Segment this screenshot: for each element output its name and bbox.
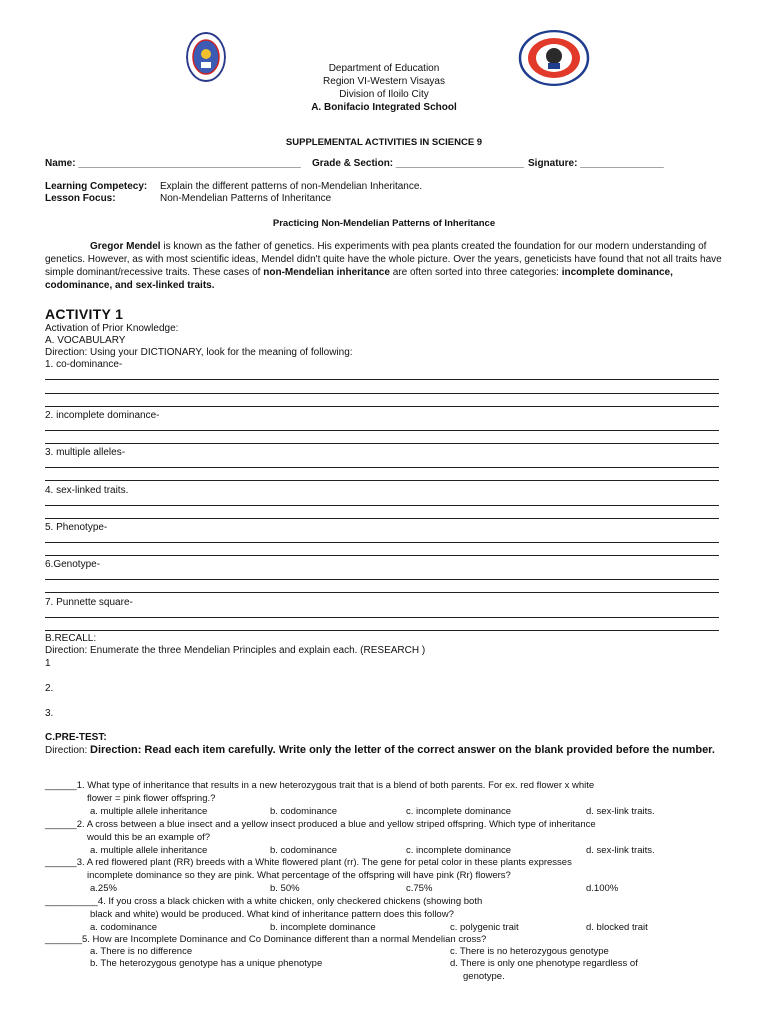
pretest-direction-bold: Direction: Read each item carefully. Write only the letter of the correct answer on the blank provided before the number.: [90, 744, 715, 756]
question-option: b. codominance: [270, 845, 338, 856]
question-4-text-cont: black and white) would be produced. What kind of inheritance pattern does this follow?: [90, 909, 454, 920]
question-option: a. codominance: [90, 922, 158, 933]
answer-line[interactable]: [45, 393, 719, 394]
question-3-text-cont: incomplete dominance so they are pink. What percentage of the offspring will have pink (Rr) flowers?: [87, 870, 511, 881]
vocab-item: 7. Punnette square-: [45, 597, 133, 608]
recall-direction: Direction: Enumerate the three Mendelian Principles and explain each. (RESEARCH ): [45, 645, 426, 656]
question-option: d.100%: [586, 883, 619, 894]
question-option: a. There is no difference: [90, 946, 193, 957]
name-field[interactable]: Name: ________________________________________: [45, 158, 301, 169]
header-region: Region VI-Western Visayas: [323, 76, 445, 87]
question-1-text-cont: flower = pink flower offspring.?: [87, 793, 216, 804]
question-option-cont: genotype.: [463, 971, 505, 982]
question-option: d. There is only one phenotype regardless of: [450, 958, 638, 969]
vocab-item: 1. co-dominance-: [45, 359, 123, 370]
question-2-text-cont: would this be an example of?: [87, 832, 211, 843]
vocab-item: 5. Phenotype-: [45, 522, 108, 533]
question-option: c. incomplete dominance: [406, 845, 512, 856]
answer-line[interactable]: [45, 406, 719, 407]
intro-paragraph: [45, 240, 725, 292]
question-option: b. codominance: [270, 806, 338, 817]
vocabulary-direction: Direction: Using your DICTIONARY, look for the meaning of following:: [45, 347, 353, 358]
activity-title: ACTIVITY 1: [45, 306, 124, 322]
answer-line[interactable]: [45, 480, 719, 481]
question-option: c. There is no heterozygous genotype: [450, 946, 609, 957]
answer-line[interactable]: [45, 555, 719, 556]
question-option: a.25%: [90, 883, 117, 894]
question-option: d. sex-link traits.: [586, 806, 655, 817]
question-option: c.75%: [406, 883, 433, 894]
header-division: Division of Iloilo City: [339, 89, 429, 100]
recall-title: B.RECALL:: [45, 633, 97, 644]
answer-line[interactable]: [45, 579, 719, 580]
competency-label: Learning Competecy:: [45, 181, 148, 192]
question-option: d. blocked trait: [586, 922, 648, 933]
answer-line[interactable]: [45, 542, 719, 543]
vocab-item: 2. incomplete dominance-: [45, 410, 160, 421]
pretest-direction-label: Direction:: [45, 745, 91, 756]
question-option: c. polygenic trait: [450, 922, 519, 933]
vocab-item: 3. multiple alleles-: [45, 447, 126, 458]
pretest-direction: [45, 743, 725, 758]
grade-section-field[interactable]: Grade & Section: _______________________: [312, 158, 524, 169]
recall-number: 1: [45, 658, 51, 669]
question-1-text: ______1. What type of inheritance that results in a new heterozygous trait that is a blend of both parents. For ex. red flower x white: [45, 780, 595, 791]
intro-bold-1: Gregor Mendel: [90, 241, 161, 252]
intro-bold-2: non-Mendelian inheritance: [263, 267, 390, 278]
vocab-item: 4. sex-linked traits.: [45, 485, 129, 496]
vocabulary-label: A. VOCABULARY: [45, 335, 126, 346]
answer-line[interactable]: [45, 443, 719, 444]
header-department: Department of Education: [328, 63, 440, 74]
question-option: b. 50%: [270, 883, 300, 894]
question-option: d. sex-link traits.: [586, 845, 655, 856]
recall-number: 3.: [45, 708, 54, 719]
question-option: a. multiple allele inheritance: [90, 845, 208, 856]
intro-bold-3: incomplete dominance, codominance, and sex-linked traits.: [45, 267, 673, 291]
intro-text-1: is known as the father of genetics. His experiments with pea plants created the foundation for our modern understanding of genetics. However, as with most scientific ideas, Mendel didn't quite have the whole picture. Over the years, geneticists have found that not all traits have simple dominant/recessive traits. These cases of: [45, 241, 722, 278]
answer-line[interactable]: [45, 430, 719, 431]
answer-line[interactable]: [45, 518, 719, 519]
subtitle: Practicing Non-Mendelian Patterns of Inheritance: [272, 218, 496, 229]
question-option: b. The heterozygous genotype has a unique phenotype: [90, 958, 323, 969]
signature-field[interactable]: Signature: _______________: [528, 158, 664, 169]
competency-value: Explain the different patterns of non-Mendelian Inheritance.: [160, 181, 423, 192]
intro-text-2: are often sorted into three categories:: [389, 267, 562, 278]
answer-line[interactable]: [45, 592, 719, 593]
pretest-title: C.PRE-TEST:: [45, 732, 107, 743]
answer-line[interactable]: [45, 505, 719, 506]
question-4-text: __________4. If you cross a black chicken with a white chicken, only checkered chickens (showing both: [45, 896, 483, 907]
lesson-focus-label: Lesson Focus:: [45, 193, 116, 204]
vocab-item: 6.Genotype-: [45, 559, 101, 570]
activation-label: Activation of Prior Knowledge:: [45, 323, 179, 334]
question-3-text: ______3. A red flowered plant (RR) breeds with a White flowered plant (rr). The gene for petal color in these plants expresses: [45, 857, 572, 868]
question-5-text: _______5. How are Incomplete Dominance and Co Dominance different than a normal Mendelian cross?: [45, 934, 487, 945]
recall-number: 2.: [45, 683, 54, 694]
question-2-text: ______2. A cross between a blue insect and a yellow insect produced a blue and yellow striped offspring. Which type of inheritance: [45, 819, 596, 830]
header-school: A. Bonifacio Integrated School: [311, 102, 457, 113]
answer-line[interactable]: [45, 617, 719, 618]
lesson-focus-value: Non-Mendelian Patterns of Inheritance: [160, 193, 332, 204]
question-option: a. multiple allele inheritance: [90, 806, 208, 817]
answer-line[interactable]: [45, 467, 719, 468]
answer-line[interactable]: [45, 379, 719, 380]
page-title: SUPPLEMENTAL ACTIVITIES IN SCIENCE 9: [285, 137, 483, 148]
answer-line[interactable]: [45, 630, 719, 631]
question-option: c. incomplete dominance: [406, 806, 512, 817]
question-option: b. incomplete dominance: [270, 922, 376, 933]
